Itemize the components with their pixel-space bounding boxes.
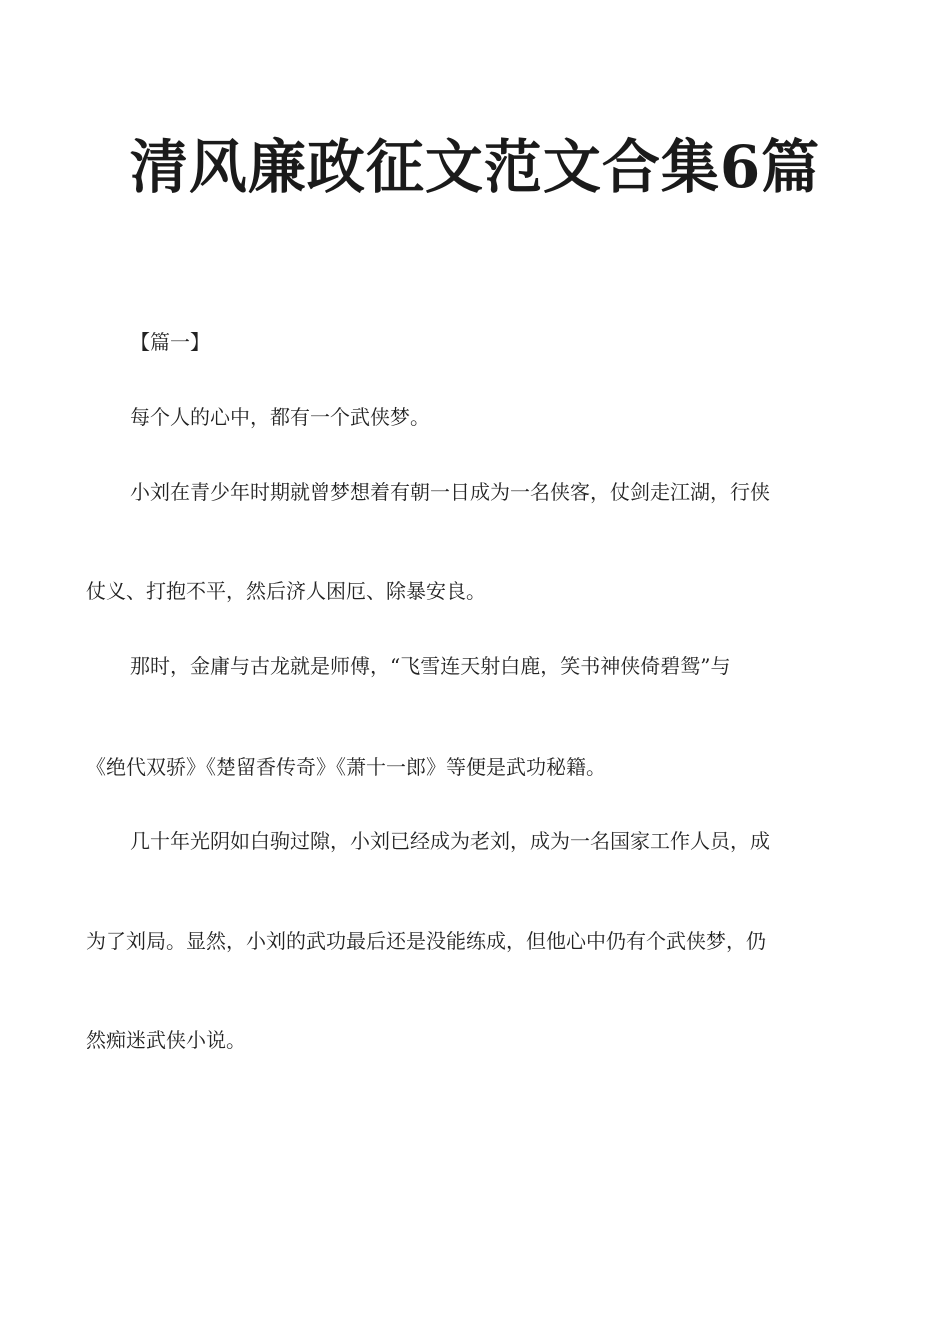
section-heading: 【篇一】 [130,330,210,354]
paragraph-line: 小刘在青少年时期就曾梦想着有朝一日成为一名侠客，仗剑走江湖，行侠 [130,480,770,504]
paragraph-line: 每个人的心中，都有一个武侠梦。 [130,405,430,429]
paragraph-line: 《绝代双骄》《楚留香传奇》《萧十一郎》等便是武功秘籍。 [86,755,606,779]
paragraph-line: 然痴迷武侠小说。 [86,1028,246,1052]
paragraph-line: 为了刘局。显然，小刘的武功最后还是没能练成，但他心中仍有个武侠梦，仍 [86,929,766,953]
paragraph-line: 仗义、打抱不平，然后济人困厄、除暴安良。 [86,579,486,603]
paragraph-line: 那时，金庸与古龙就是师傅，“飞雪连天射白鹿，笑书神侠倚碧鸳”与 [130,654,731,678]
document-title: 清风廉政征文范文合集6篇 [129,133,821,201]
paragraph-line: 几十年光阴如白驹过隙，小刘已经成为老刘，成为一名国家工作人员，成 [130,829,770,853]
